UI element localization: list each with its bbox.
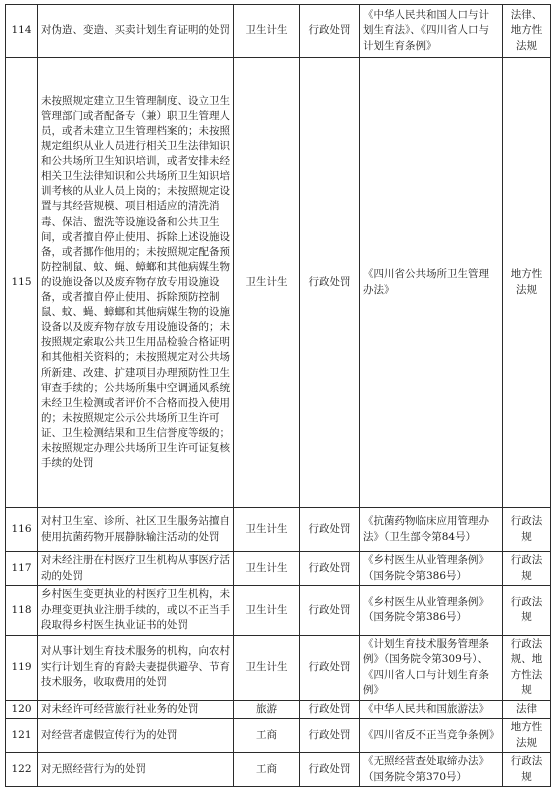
- law-type: 地方性法规: [503, 719, 551, 753]
- legal-basis: 《无照经营查处取缔办法》（国务院令第370号）: [360, 753, 503, 787]
- row-number: 122: [6, 753, 38, 787]
- power-category: 行政处罚: [300, 552, 360, 586]
- row-number: 117: [6, 552, 38, 586]
- row-number: 114: [6, 5, 38, 58]
- item-name: 对未经注册在村医疗卫生机构从事医疗活动的处罚: [38, 552, 234, 586]
- power-category: 行政处罚: [300, 5, 360, 58]
- power-category: 行政处罚: [300, 753, 360, 787]
- item-name: 未按照规定建立卫生管理制度、设立卫生管理部门或者配备专（兼）职卫生管理人员，或者未建立卫生管理档案的；未按照规定组织从业人员进行相关卫生法律知识和公共场所卫生知识培训，或者安排未经相关卫生法律知识和公共场所卫生知识培训考核的从业人员上岗的；未按照规定设置与其经营规模、项目相适应的清洗消毒、保洁、盥洗等设施设备和公共卫生间，或者擅自停止使用、拆除上述设施设备，或者挪作他用的；未按照规定配备预防控制鼠、蚊、蝇、蟑螂和其他病媒生物的设施设备以及废弃物存放专用设施设备，或者擅自停止使用、拆除预防控制鼠、蚊、蝇、蟑螂和其他病媒生物的设施设备以及废弃物存放专用设施设备的；未按照规定索取公共卫生用品检验合格证明和其他相关资料的；未按照规定对公共场所新建、改建、扩建项目办理预防性卫生审查手续的；公共场所集中空调通风系统未经卫生检测或者评价不合格而投入使用的；未按照规定公示公共场所卫生许可证、卫生检测结果和卫生信誉度等级的；未按照规定办理公共场所卫生许可证复核手续的处罚: [38, 58, 234, 508]
- item-name: 对未经许可经营旅行社业务的处罚: [38, 700, 234, 719]
- law-type: 法律: [503, 700, 551, 719]
- table-row: [6, 700, 551, 719]
- law-type: 地方性法规: [503, 58, 551, 508]
- legal-basis: 《抗菌药物临床应用管理办法》（卫生部令第84号）: [360, 508, 503, 552]
- department: 卫生计生: [234, 635, 300, 700]
- row-number: 120: [6, 700, 38, 719]
- legal-basis: 《中华人民共和国旅游法》: [360, 700, 503, 719]
- law-type: 行政法规、地方性法规: [503, 635, 551, 700]
- row-number: 115: [6, 58, 38, 508]
- power-category: 行政处罚: [300, 586, 360, 636]
- table-row: [6, 508, 551, 552]
- department: 卫生计生: [234, 58, 300, 508]
- law-type: 行政法规: [503, 552, 551, 586]
- table-row: [6, 586, 551, 636]
- power-category: 行政处罚: [300, 635, 360, 700]
- department: 卫生计生: [234, 552, 300, 586]
- department: 卫生计生: [234, 5, 300, 58]
- department: 工商: [234, 753, 300, 787]
- item-name: 对无照经营行为的处罚: [38, 753, 234, 787]
- power-category: 行政处罚: [300, 700, 360, 719]
- power-category: 行政处罚: [300, 719, 360, 753]
- item-name: 乡村医生变更执业的村医疗卫生机构，未办理变更执业注册手续的，或以不正当手段取得乡村医生执业证书的处罚: [38, 586, 234, 636]
- table-row: [6, 58, 551, 508]
- row-number: 119: [6, 635, 38, 700]
- power-category: 行政处罚: [300, 58, 360, 508]
- table-row: [6, 5, 551, 58]
- item-name: 对经营者虚假宣传行为的处罚: [38, 719, 234, 753]
- legal-basis: 《乡村医生从业管理条例》（国务院令第386号）: [360, 552, 503, 586]
- legal-basis: 《四川省公共场所卫生管理办法》: [360, 58, 503, 508]
- table-row: [6, 635, 551, 700]
- law-type: 法律、地方性法规: [503, 5, 551, 58]
- row-number: 121: [6, 719, 38, 753]
- row-number: 118: [6, 586, 38, 636]
- legal-basis: 《中华人民共和国人口与计划生育法》、《四川省人口与计划生育条例》: [360, 5, 503, 58]
- item-name: 对村卫生室、诊所、社区卫生服务站擅自使用抗菌药物开展静脉输注活动的处罚: [38, 508, 234, 552]
- department: 旅游: [234, 700, 300, 719]
- table-row: [6, 753, 551, 787]
- item-name: 对从事计划生育技术服务的机构，向农村实行计划生育的育龄夫妻提供避孕、节育技术服务，收取费用的处罚: [38, 635, 234, 700]
- legal-basis: 《四川省反不正当竞争条例》: [360, 719, 503, 753]
- table-row: [6, 719, 551, 753]
- department: 工商: [234, 719, 300, 753]
- department: 卫生计生: [234, 586, 300, 636]
- law-type: 行政法规: [503, 586, 551, 636]
- law-type: 行政法规: [503, 508, 551, 552]
- power-category: 行政处罚: [300, 508, 360, 552]
- penalty-table: [5, 4, 551, 787]
- row-number: 116: [6, 508, 38, 552]
- penalty-table-container: [5, 4, 550, 787]
- law-type: 行政法规: [503, 753, 551, 787]
- item-name: 对伪造、变造、买卖计划生育证明的处罚: [38, 5, 234, 58]
- department: 卫生计生: [234, 508, 300, 552]
- table-row: [6, 552, 551, 586]
- legal-basis: 《计划生育技术服务管理条例》（国务院令第309号）、《四川省人口与计划生育条例》: [360, 635, 503, 700]
- legal-basis: 《乡村医生从业管理条例》（国务院令第386号）: [360, 586, 503, 636]
